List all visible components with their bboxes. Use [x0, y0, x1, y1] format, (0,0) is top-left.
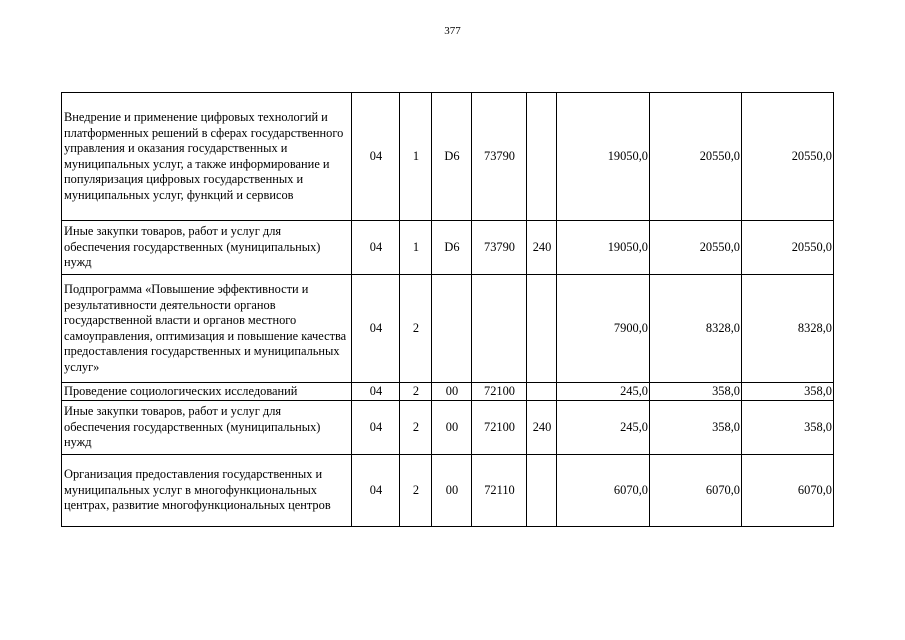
cell-value-2: 20550,0: [650, 93, 742, 221]
table-row: [62, 455, 834, 527]
cell-value-2: 358,0: [650, 401, 742, 455]
cell-value-1: 19050,0: [557, 221, 650, 275]
cell-code: 72110: [472, 455, 527, 527]
cell-section: 04: [352, 455, 400, 527]
cell-program: 00: [432, 383, 472, 401]
cell-value-1: 7900,0: [557, 275, 650, 383]
cell-value-3: 20550,0: [742, 221, 834, 275]
cell-expense-type: 240: [527, 221, 557, 275]
row-name: Подпрограмма «Повышение эффективности и результативности деятельности органов государственной власти и органов местного самоуправления, оптимизация и повышение качества предоставления государственных и муниципальных услуг»: [62, 275, 352, 383]
cell-subsection: 1: [400, 221, 432, 275]
row-name: Внедрение и применение цифровых технологий и платформенных решений в сферах государственного управления и оказания государственных и муниципальных услуг, а также информирование и популяризация цифровых государственных и муниципальных услуг, функций и сервисов: [62, 93, 352, 221]
cell-subsection: 2: [400, 455, 432, 527]
cell-expense-type: [527, 455, 557, 527]
cell-subsection: 2: [400, 401, 432, 455]
cell-expense-type: [527, 275, 557, 383]
row-name: Проведение социологических исследований: [62, 383, 352, 401]
cell-code: [472, 275, 527, 383]
cell-program: 00: [432, 401, 472, 455]
cell-expense-type: 240: [527, 401, 557, 455]
cell-value-3: 20550,0: [742, 93, 834, 221]
cell-value-1: 245,0: [557, 383, 650, 401]
cell-section: 04: [352, 401, 400, 455]
table-row: [62, 221, 834, 275]
cell-subsection: 2: [400, 275, 432, 383]
cell-value-3: 358,0: [742, 383, 834, 401]
cell-value-2: 8328,0: [650, 275, 742, 383]
table-row: [62, 383, 834, 401]
cell-program: [432, 275, 472, 383]
cell-expense-type: [527, 93, 557, 221]
cell-expense-type: [527, 383, 557, 401]
cell-value-2: 6070,0: [650, 455, 742, 527]
table-row: [62, 93, 834, 221]
cell-value-2: 20550,0: [650, 221, 742, 275]
cell-value-2: 358,0: [650, 383, 742, 401]
cell-value-1: 6070,0: [557, 455, 650, 527]
cell-value-1: 19050,0: [557, 93, 650, 221]
cell-value-3: 358,0: [742, 401, 834, 455]
cell-code: 72100: [472, 383, 527, 401]
cell-value-3: 8328,0: [742, 275, 834, 383]
row-name: Организация предоставления государственных и муниципальных услуг в многофункциональных центрах, развитие многофункциональных центров: [62, 455, 352, 527]
cell-program: D6: [432, 93, 472, 221]
table-row: [62, 275, 834, 383]
cell-subsection: 2: [400, 383, 432, 401]
cell-code: 73790: [472, 221, 527, 275]
cell-code: 73790: [472, 93, 527, 221]
cell-section: 04: [352, 275, 400, 383]
row-name: Иные закупки товаров, работ и услуг для обеспечения государственных (муниципальных) нужд: [62, 401, 352, 455]
budget-table: [61, 92, 834, 527]
table-row: [62, 401, 834, 455]
cell-code: 72100: [472, 401, 527, 455]
row-name: Иные закупки товаров, работ и услуг для обеспечения государственных (муниципальных) нужд: [62, 221, 352, 275]
cell-program: D6: [432, 221, 472, 275]
page-number: 377: [444, 25, 461, 37]
cell-program: 00: [432, 455, 472, 527]
cell-section: 04: [352, 93, 400, 221]
cell-section: 04: [352, 221, 400, 275]
cell-section: 04: [352, 383, 400, 401]
cell-value-1: 245,0: [557, 401, 650, 455]
cell-subsection: 1: [400, 93, 432, 221]
cell-value-3: 6070,0: [742, 455, 834, 527]
